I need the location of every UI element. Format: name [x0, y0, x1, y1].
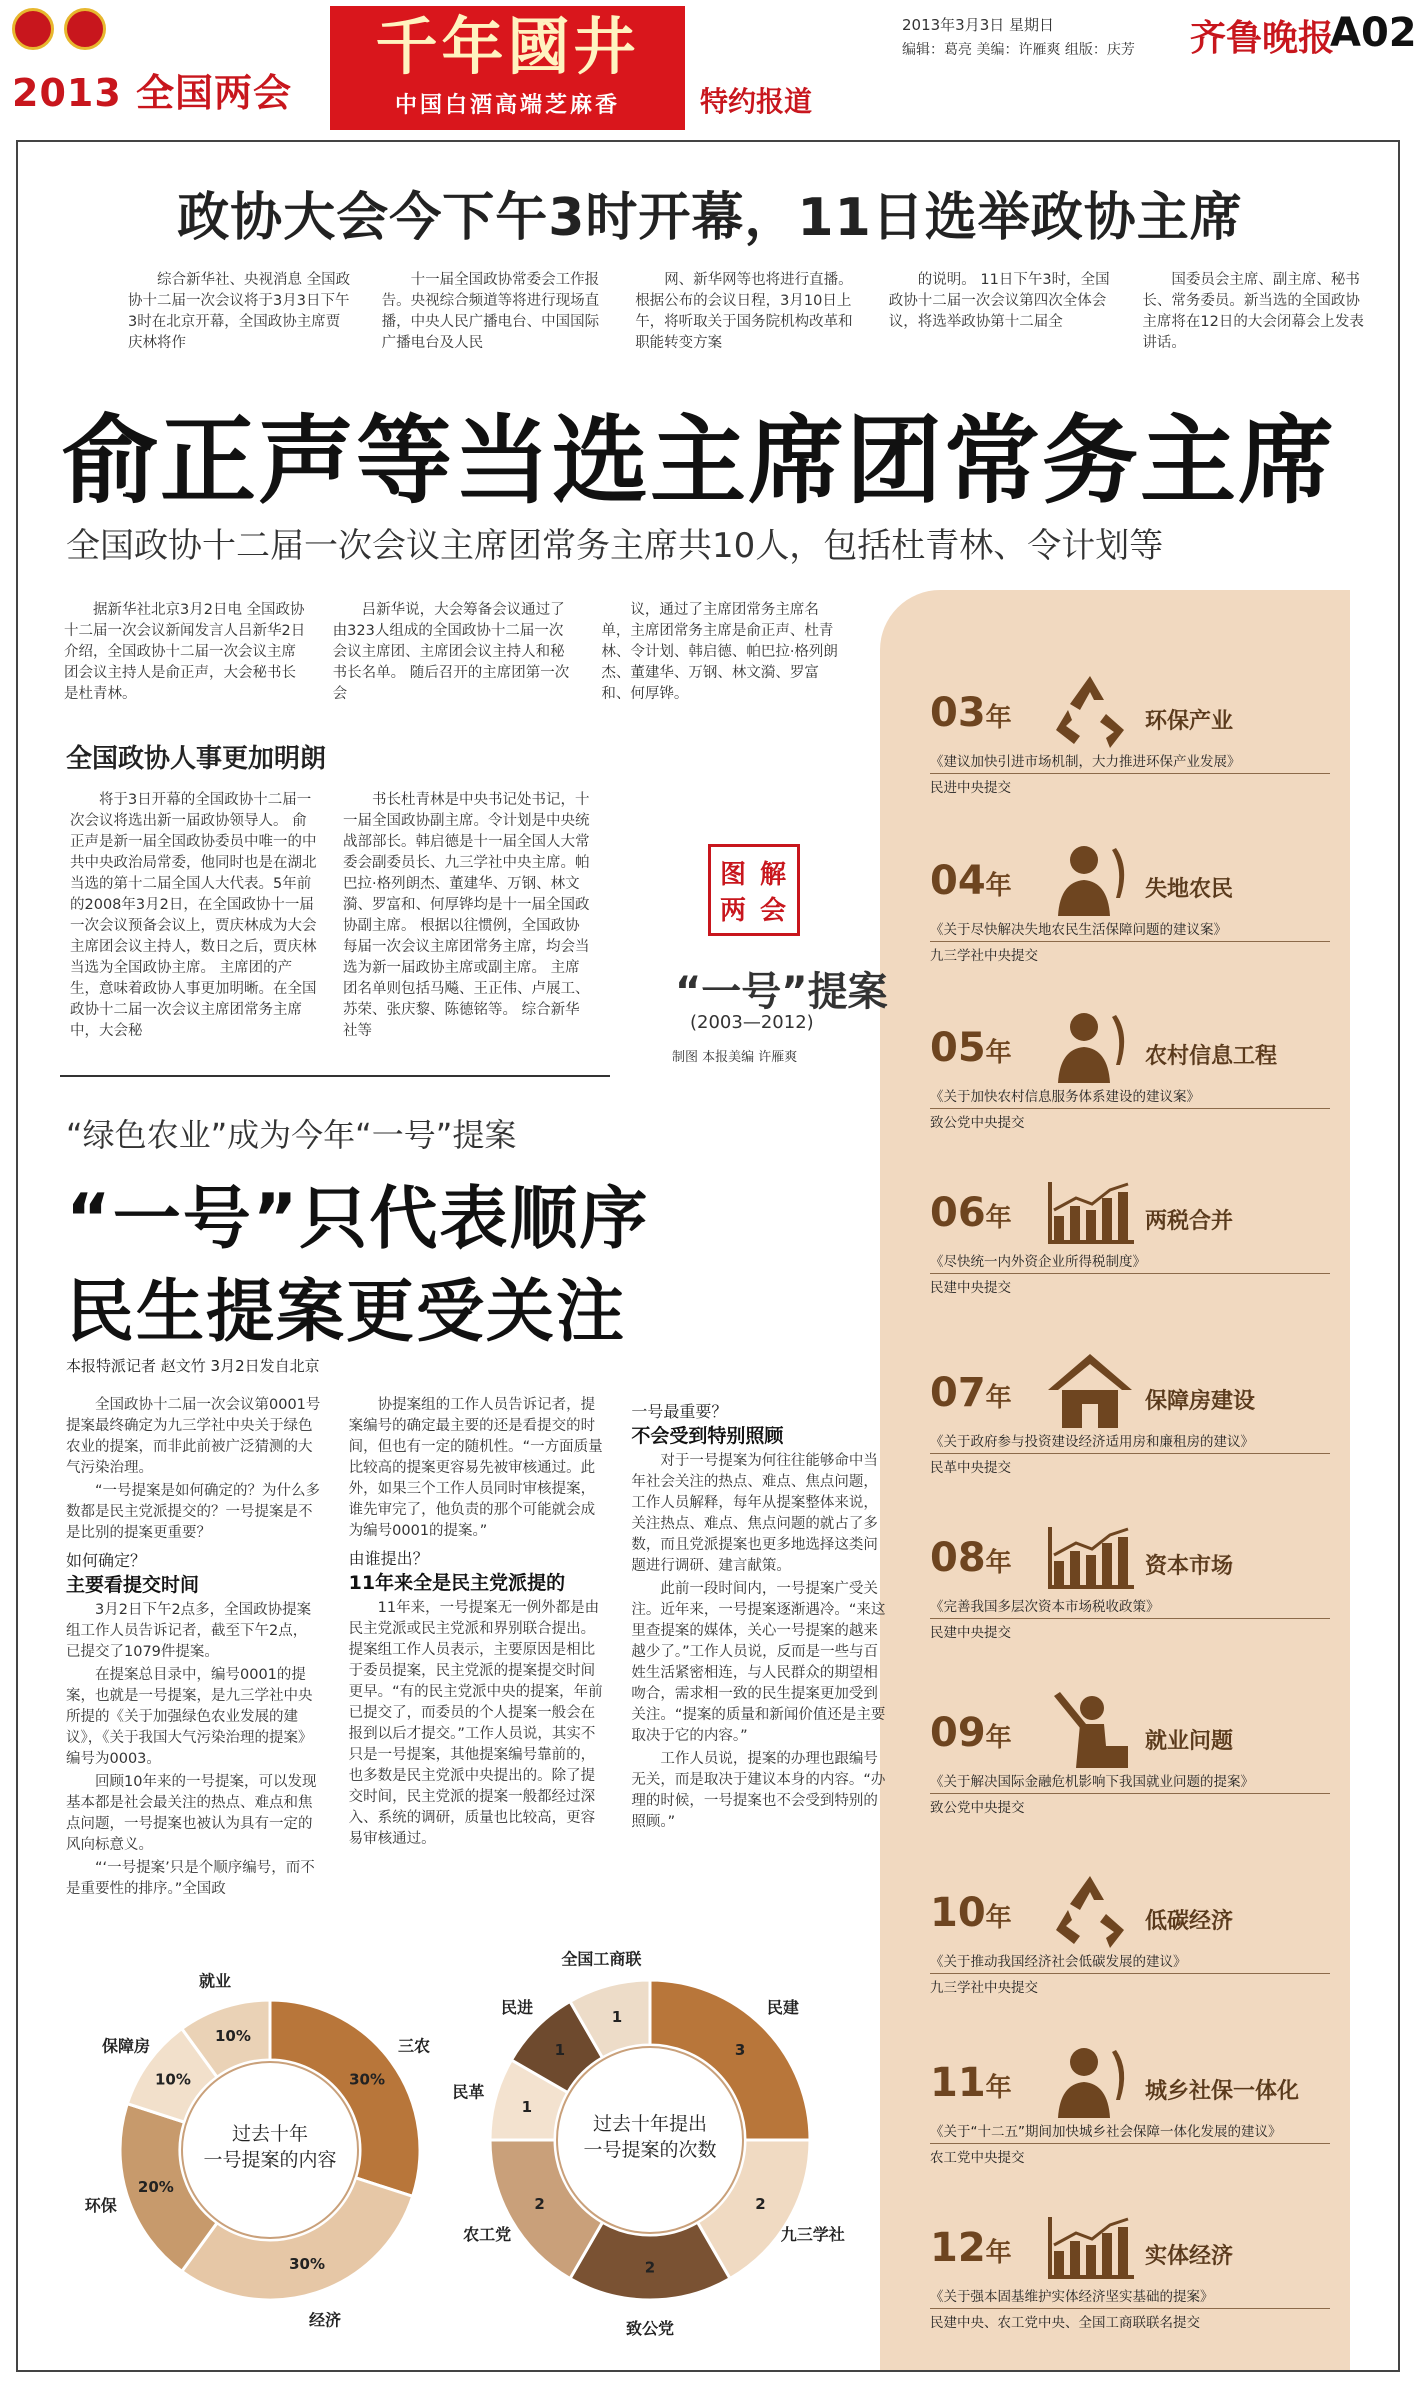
house-icon: [1040, 1350, 1140, 1430]
article3-paragraph: 回顾10年来的一号提案，可以发现基本都是社会最关注的热点、难点和焦点问题，一号提案也被认为具有一定的风向标意义。: [66, 1774, 317, 1853]
article3-headline-line1: “一号”只代表顺序: [66, 1180, 650, 1259]
slice-value-label: 10%: [214, 2026, 251, 2045]
slice-category-label: 九三学社: [780, 2225, 845, 2244]
slice-category-label: 环保: [84, 2196, 117, 2216]
seal-stamp: [708, 844, 800, 936]
timeline-submitter: 民建中央、农工党中央、全国工商联联名提交: [930, 2315, 1200, 2331]
slice-category-label: 保障房: [101, 2036, 151, 2056]
slice-value-label: 20%: [137, 2178, 174, 2197]
article3-col2: [349, 1395, 604, 1902]
timeline-proposal: 《关于强本固基维护实体经济坚实基础的提案》: [930, 2287, 1330, 2309]
timeline-year: 09年: [930, 1710, 1012, 1756]
chart-title: 过去十年: [231, 2123, 309, 2145]
graphic-credit: 制图 本报美编 许雁爽: [672, 1050, 798, 1065]
svg-text:图: 图: [719, 860, 747, 890]
article3-paragraph: 在提案总目录中，编号0001的提案，也就是一号提案，是九三学社中央所提的《关于加强绿色农业发展的建议》，《关于我国大气污染治理的提案》编号为0003。: [66, 1667, 313, 1767]
article3-paragraph: 协提案组的工作人员告诉记者，提案编号的确定最主要的还是看提交的时间，但也有一定的随机性。“一方面质量比较高的提案更容易先被审核通过。此外，如果三个工作人员同时审核提案，谁先审完了，他负责的那个可能就会成为编号0001的提案。”: [348, 1397, 603, 1539]
bar-chart-icon: [1040, 1515, 1140, 1595]
conference-masthead: [12, 8, 312, 118]
article3-body: [66, 1395, 886, 1902]
article3-paragraph: 对于一号提案为何往往能够命中当年社会关注的热点、难点、焦点问题，工作人员解释，每年从提案整体来说，关注热点、难点、焦点问题的就占了多数，而且党派提案也更多地选择这类问题进行调研、建言献策。: [631, 1453, 878, 1574]
timeline-proposal: 《关于加快农村信息服务体系建设的建议案》: [930, 1087, 1330, 1109]
article3-question: 一号最重要？: [631, 1402, 728, 1421]
article2-body: [64, 600, 844, 705]
timeline-submitter: 九三学社中央提交: [930, 948, 1038, 964]
slice-value-label: 2: [534, 2194, 545, 2213]
graphic-title: “一号”提案: [675, 969, 888, 1015]
timeline-submitter: 农工党中央提交: [930, 2150, 1025, 2166]
slice-value-label: 1: [554, 2040, 566, 2059]
timeline-topic: 环保产业: [1145, 709, 1234, 734]
timeline-year: 11年: [930, 2060, 1012, 2106]
article3-paragraph: 此前一段时间内，一号提案广受关注。近年来，一号提案逐渐遇冷。“来这里查提案的媒体，关心一号提案的越来越少了。”工作人员说，反而是一些与百姓生活紧密相连，与人民群众的期望相吻合，需求相一致的民生提案更加受到关注。“提案的质量和新闻价值还是主要取决于它的内容。”: [631, 1581, 886, 1744]
article3-question: 由谁提出？: [348, 1549, 429, 1568]
timeline-year: 07年: [930, 1370, 1012, 1416]
timeline-year: 03年: [930, 690, 1012, 736]
article3-paragraph: “‘一号提案’只是个顺序编号，而不是重要性的排序。”全国政: [66, 1860, 315, 1897]
article3-paragraph: 全国政协十二届一次会议第0001号提案最终确定为九三学社中央关于绿色农业的提案，而非此前被广泛猜测的大气污染治理。: [66, 1397, 321, 1476]
article1-col: 网、新华网等也将进行直播。 根据公布的会议日程，3月10日上午，将听取关于国务院机构改革和职能转变方案: [635, 272, 853, 351]
article2-subhead: 全国政协十二届一次会议主席团常务主席共10人，包括杜青林、令计划等: [66, 526, 1164, 566]
article1-col: 的说明。 11日下午3时，全国政协十二届一次会议第四次全体会议，将选举政协第十二届全: [888, 272, 1110, 330]
slice-category-label: 民建: [766, 1998, 799, 2018]
paper-logo: 齐鲁晚报: [1190, 17, 1335, 59]
article3-col3: [631, 1395, 886, 1902]
ad-brand: 千年國井: [375, 10, 640, 83]
timeline-topic: 就业问题: [1145, 1729, 1234, 1754]
slice-value-label: 2: [644, 2258, 656, 2277]
proposer-donut-chart: [420, 1930, 880, 2370]
national-emblem-icon: [12, 8, 54, 50]
timeline-year: 05年: [930, 1025, 1012, 1071]
slice-value-label: 10%: [154, 2070, 191, 2089]
farmer-icon: [1040, 2040, 1140, 2120]
timeline-year: 06年: [930, 1190, 1012, 1236]
slice-value-label: 3: [734, 2040, 746, 2059]
timeline-topic: 农村信息工程: [1145, 1044, 1278, 1069]
timeline-submitter: 九三学社中央提交: [930, 1980, 1038, 1996]
farmer-icon: [1040, 838, 1140, 918]
timeline-year: 12年: [930, 2225, 1012, 2271]
cppcc-emblem-icon: [64, 8, 106, 50]
timeline-topic: 资本市场: [1145, 1554, 1234, 1579]
article2-section-head: 全国政协人事更加明朗: [66, 744, 327, 774]
article3-question: 如何确定？: [66, 1551, 147, 1570]
timeline-topic: 两税合并: [1145, 1209, 1234, 1234]
slice-category-label: 民进: [501, 1998, 534, 2018]
svg-text:解: 解: [759, 860, 787, 890]
slice-category-label: 三农: [397, 2036, 431, 2056]
timeline-topic: 低碳经济: [1145, 1909, 1234, 1934]
article2-section-body: [70, 790, 590, 1042]
article1-col: 国委员会主席、副主席、秘书长、常务委员。新当选的全国政协主席将在12日的大会闭幕会上发表讲话。: [1142, 272, 1364, 351]
divider: [60, 1075, 610, 1077]
timeline-submitter: 致公党中央提交: [930, 1800, 1025, 1816]
timeline-proposal: 《完善我国多层次资本市场税收政策》: [930, 1597, 1330, 1619]
article1-col: 综合新华社、央视消息 全国政协十二届一次会议将于3月3日下午3时在北京开幕，全国政协主席贾庆林将作: [128, 272, 351, 351]
job-seeker-icon: [1040, 1690, 1140, 1770]
article3-section-head: 不会受到特别照顾: [631, 1425, 784, 1447]
bar-chart-icon: [1040, 1170, 1140, 1250]
timeline-submitter: 民革中央提交: [930, 1460, 1011, 1476]
timeline-submitter: 民进中央提交: [930, 780, 1011, 796]
article2-col: 据新华社北京3月2日电 全国政协十二届一次会议新闻发言人吕新华2日介绍，全国政协十二届一次会议主席团会议主持人是俞正声，大会秘书长是杜青林。: [64, 602, 306, 702]
recycle-icon: [1040, 670, 1140, 750]
slice-category-label: 致公党: [625, 2319, 675, 2338]
editor-credits: 编辑：葛亮 美编：许雁爽 组版：庆芳: [902, 42, 1135, 58]
article3-paragraph: “一号提案是如何确定的？为什么多数都是民主党派提交的？一号提案是不是比别的提案更重要？: [66, 1483, 321, 1541]
timeline-year: 10年: [930, 1890, 1012, 1936]
article3-section-head: 主要看提交时间: [66, 1574, 200, 1596]
issue-date: 2013年3月3日 星期日: [902, 16, 1055, 34]
chart-title: 一号提案的内容: [203, 2149, 337, 2171]
article2-col: 吕新华说，大会筹备会议通过了由323人组成的全国政协十二届一次会议主席团、主席团会议主持人和秘书长名单。 随后召开的主席团第一次会: [332, 602, 570, 702]
slice-value-label: 30%: [289, 2255, 326, 2274]
slice-category-label: 经济: [308, 2310, 342, 2330]
timeline-proposal: 《关于政府参与投资建设经济适用房和廉租房的建议》: [930, 1432, 1330, 1454]
article2-section-col: 将于3日开幕的全国政协十二届一次会议将选出新一届政协领导人。 俞正声是新一届全国政协委员中唯一的中共中央政治局常委，他同时也是在湖北当选的第十二届全国人大代表。5年前的2008年3月2日，在全国政协十一届一次会议预备会议上，贾庆林成为大会主席团会议主持人，数日之后，贾庆林当选为全国政协主席。 主席团的产生，意味着政协人事更加明晰。在全国政协十二届一次会议主席团常务主席中，大会秘: [70, 792, 317, 1039]
recycle-icon: [1040, 1870, 1140, 1950]
seal-stamp-icon: [711, 847, 797, 933]
svg-text:会: 会: [759, 896, 787, 926]
timeline-proposal: 《关于“十二五”期间加快城乡社会保障一体化发展的建议》: [930, 2122, 1330, 2144]
article2-section-col: 书长杜青林是中央书记处书记，十一届全国政协副主席。令计划是中央统战部部长。韩启德是十一届全国人大常委会副委员长、九三学社中央主席。帕巴拉·格列朗杰、董建华、万钢、林文漪、罗富和、何厚铧均是十一届全国政协副主席。 根据以往惯例，全国政协每届一次会议主席团常务主席，均会当选为新一届政协主席或副主席。 主席团名单则包括马飚、王正伟、卢展工、苏荣、张庆黎、陈德铭等。 综合新华社等: [343, 792, 590, 1039]
article1-col: 十一届全国政协常委会工作报告。央视综合频道等将进行现场直播，中央人民广播电台、中国国际广播电台及人民: [381, 272, 600, 351]
article2-col: 议，通过了主席团常务主席名单，主席团常务主席是俞正声、杜青林、令计划、韩启德、帕巴拉·格列朗杰、董建华、万钢、林文漪、罗富和、何厚铧。: [601, 602, 838, 702]
slice-category-label: 农工党: [463, 2225, 512, 2244]
slice-value-label: 2: [755, 2194, 766, 2213]
timeline-topic: 保障房建设: [1145, 1389, 1256, 1414]
article1-headline: 政协大会今下午3时开幕，11日选举政协主席: [177, 188, 1243, 248]
sponsor-note: 特约报道: [700, 85, 813, 118]
bar-chart-icon: [1040, 2205, 1140, 2285]
conference-title: 2013 全国两会: [12, 71, 292, 115]
slice-category-label: 就业: [198, 1971, 232, 1991]
farmer-icon: [1040, 1005, 1140, 1085]
timeline-proposal: 《关于推动我国经济社会低碳发展的建议》: [930, 1952, 1330, 1974]
timeline-topic: 失地农民: [1145, 877, 1234, 902]
article3-headline-line2: 民生提案更受关注: [66, 1273, 627, 1352]
ad-tagline: 中国白酒高端芝麻香: [394, 93, 620, 118]
slice-value-label: 1: [611, 2007, 623, 2026]
timeline-submitter: 民建中央提交: [930, 1280, 1011, 1296]
timeline-topic: 实体经济: [1145, 2244, 1234, 2269]
article3-paragraph: 11年来，一号提案无一例外都是由民主党派或民主党派和界别联合提出。提案组工作人员表示，主要原因是相比于委员提案，民主党派的提案提交时间更早。“有的民主党派中央的提案，年前已提交了，而委员的个人提案一般会在报到以后才提交。”工作人员说，其实不只是一号提案，其他提案编号靠前的，也多数是民主党派中央提出的。除了提交时间，民主党派的提案一般都经过深入、系统的调研，质量也比较高，更容易审核通过。: [348, 1600, 603, 1847]
sponsor-ad: [330, 6, 685, 130]
slice-value-label: 30%: [349, 2070, 386, 2089]
slice-category-label: 全国工商联: [561, 1949, 642, 1969]
slice-value-label: 1: [521, 2098, 533, 2117]
svg-text:两: 两: [719, 896, 747, 926]
chart-title: 一号提案的次数: [583, 2139, 717, 2161]
article3-paragraph: 3月2日下午2点多，全国政协提案组工作人员告诉记者，截至下午2点，已提交了1079件提案。: [66, 1602, 312, 1660]
article3-section-head: 11年来全是民主党派提的: [348, 1572, 566, 1594]
timeline-proposal: 《关于尽快解决失地农民生活保障问题的建议案》: [930, 920, 1330, 942]
article3-kicker: “绿色农业”成为今年“一号”提案: [66, 1116, 517, 1154]
page-number: A02: [1330, 10, 1417, 56]
timeline-submitter: 民建中央提交: [930, 1625, 1011, 1641]
timeline-submitter: 致公党中央提交: [930, 1115, 1025, 1131]
timeline-year: 04年: [930, 858, 1012, 904]
timeline-year: 08年: [930, 1535, 1012, 1581]
emblems: [12, 8, 312, 50]
article3-paragraph: 工作人员说，提案的办理也跟编号无关，而是取决于建议本身的内容。“办理的时候，一号提案也不会受到特别的照顾。”: [631, 1751, 886, 1830]
slice-category-label: 民革: [452, 2082, 485, 2102]
article3-col1: [66, 1395, 321, 1902]
timeline-proposal: 《关于解决国际金融危机影响下我国就业问题的提案》: [930, 1772, 1330, 1794]
graphic-years: (2003—2012): [690, 1012, 814, 1033]
article2-headline: 俞正声等当选主席团常务主席: [62, 405, 1336, 517]
chart-title: 过去十年提出: [592, 2113, 708, 2135]
article1-body: [128, 270, 1368, 354]
timeline-proposal: 《建议加快引进市场机制，大力推进环保产业发展》: [930, 752, 1330, 774]
timeline-topic: 城乡社保一体化: [1145, 2079, 1300, 2104]
timeline-proposal: 《尽快统一内外资企业所得税制度》: [930, 1252, 1330, 1274]
article3-byline: 本报特派记者 赵文竹 3月2日发自北京: [66, 1357, 320, 1375]
